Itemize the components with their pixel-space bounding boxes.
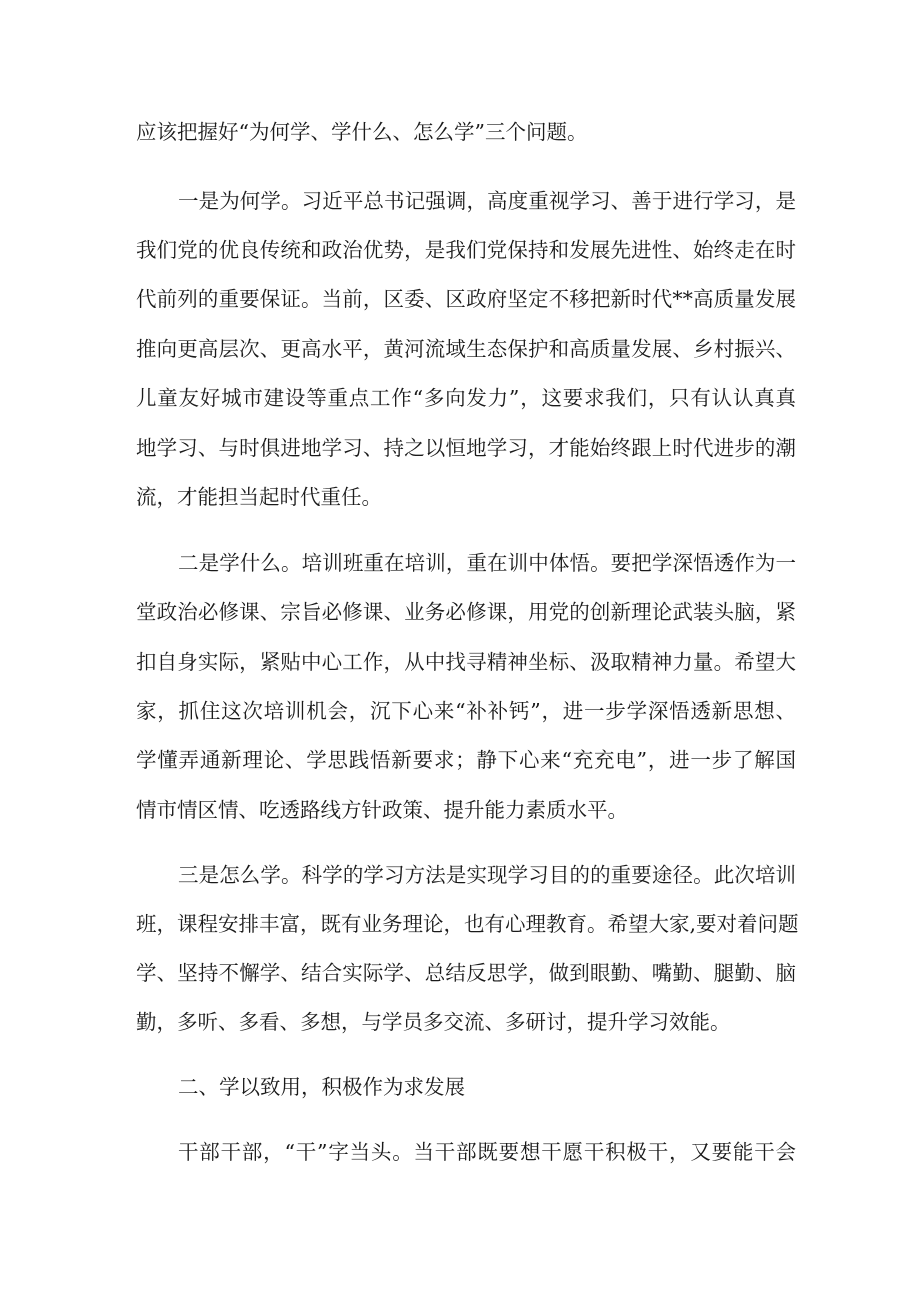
paragraph-line: 代前列的重要保证。当前，区委、区政府坚定不移把新时代**高质量发展	[136, 287, 796, 311]
paragraph-line: 扣自身实际，紧贴中心工作，从中找寻精神坐标、汲取精神力量。希望大	[136, 650, 796, 674]
paragraph-line: 儿童友好城市建设等重点工作“多向发力”，这要求我们，只有认认真真	[136, 386, 796, 410]
paragraph-line: 堂政治必修课、宗旨必修课、业务必修课，用党的创新理论武装头脑，紧	[136, 600, 796, 624]
paragraph-line: 流，才能担当起时代重任。	[136, 485, 382, 509]
paragraph-line: 学、坚持不懈学、结合实际学、总结反思学，做到眼勤、嘴勤、腿勤、脑	[136, 961, 796, 985]
paragraph-line: 班，课程安排丰富，既有业务理论，也有心理教育。希望大家,要对着问题	[136, 912, 799, 936]
paragraph-line: 三是怎么学。科学的学习方法是实现学习目的的重要途径。此次培训	[178, 863, 796, 887]
paragraph-line: 学懂弄通新理论、学思践悟新要求；静下心来“充充电”，进一步了解国	[136, 748, 796, 772]
section-heading: 二、学以致用，积极作为求发展	[178, 1075, 465, 1099]
paragraph-line: 推向更高层次、更高水平，黄河流域生态保护和高质量发展、乡村振兴、	[136, 337, 796, 361]
paragraph-line: 一是为何学。习近平总书记强调，高度重视学习、善于进行学习，是	[178, 189, 796, 213]
paragraph-line: 我们党的优良传统和政治优势，是我们党保持和发展先进性、始终走在时	[136, 238, 796, 262]
paragraph-line: 干部干部，“干”字当头。当干部既要想干愿干积极干，又要能干会	[178, 1140, 796, 1164]
paragraph-line: 地学习、与时俱进地学习、持之以恒地学习，才能始终跟上时代进步的潮	[136, 436, 796, 460]
paragraph-line: 勤，多听、多看、多想，与学员多交流、多研讨，提升学习效能。	[136, 1010, 731, 1034]
paragraph-line: 家，抓住这次培训机会，沉下心来“补补钙”，进一步学深悟透新思想、	[136, 699, 796, 723]
intro-line: 应该把握好“为何学、学什么、怎么学”三个问题。	[136, 120, 588, 144]
paragraph-line: 情市情区情、吃透路线方针政策、提升能力素质水平。	[136, 798, 628, 822]
paragraph-line: 二是学什么。培训班重在培训，重在训中体悟。要把学深悟透作为一	[178, 551, 796, 575]
